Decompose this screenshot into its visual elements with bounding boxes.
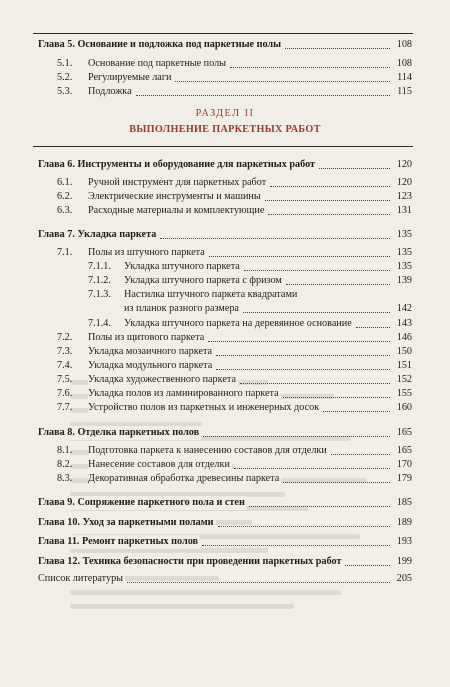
toc-page-number: 143	[396, 318, 412, 329]
bleed-through-text	[70, 380, 400, 640]
toc-entry-title: Укладка штучного паркета на деревянное основание	[124, 318, 352, 329]
toc-entry-title: Основание под паркетные полы	[88, 58, 227, 69]
toc-entry-title: Укладка штучного паркета	[124, 261, 240, 272]
toc-page-number: 160	[396, 402, 412, 413]
toc-entry-number: 7.1.	[57, 247, 73, 258]
toc-entry	[0, 71, 450, 85]
toc-entry-title: Глава 11. Ремонт паркетных полов	[38, 536, 199, 547]
toc-entry-number: 7.5.	[57, 374, 73, 385]
toc-entry	[0, 458, 450, 472]
toc-page-number: 193	[396, 536, 412, 547]
toc-page-number: 135	[396, 229, 412, 240]
toc-entry-title: Глава 7. Укладка паркета	[38, 229, 157, 240]
toc-entry	[0, 274, 450, 288]
toc-page-number: 131	[396, 205, 412, 216]
toc-entry-number: 7.4.	[57, 360, 73, 371]
toc-leader-dots	[285, 38, 390, 49]
toc-page-number: 146	[396, 332, 412, 343]
toc-page-number: 205	[396, 573, 412, 584]
toc-page-number: 152	[396, 374, 412, 385]
toc-entry-number: 5.3.	[57, 86, 73, 97]
toc-entry-number: 7.6.	[57, 388, 73, 399]
toc-leader-dots	[283, 387, 390, 398]
toc-page-number: 189	[396, 517, 412, 528]
toc-page-number: 150	[396, 346, 412, 357]
toc-entry-number: 5.2.	[57, 72, 73, 83]
toc-leader-dots	[209, 246, 390, 257]
toc-entry-title: Укладка мозаичного паркета	[88, 346, 213, 357]
toc-leader-dots	[203, 426, 390, 437]
toc-page-number: 155	[396, 388, 412, 399]
toc-entry-title: Глава 12. Техника безопасности при проведении паркетных работ	[38, 556, 342, 567]
toc-entry-title: Регулируемые лаги	[88, 72, 172, 83]
toc-entry	[0, 260, 450, 274]
toc-entry-number: 6.3.	[57, 205, 73, 216]
toc-entry	[0, 387, 450, 401]
toc-page-number: 170	[396, 459, 412, 470]
toc-entry-number: 7.2.	[57, 332, 73, 343]
toc-leader-dots	[331, 444, 390, 455]
toc-leader-dots	[202, 535, 390, 546]
toc-chapter	[0, 38, 450, 52]
toc-leader-dots	[127, 572, 390, 583]
toc-page-number: 120	[396, 177, 412, 188]
toc-page-number: 108	[396, 58, 412, 69]
toc-entry	[0, 302, 450, 316]
toc-chapter	[0, 228, 450, 242]
toc-entry	[0, 472, 450, 486]
toc-page-number: 135	[396, 261, 412, 272]
toc-entry-title: Глава 5. Основание и подложка под паркетные полы	[38, 39, 282, 50]
toc-entry-title: Полы из щитового паркета	[88, 332, 205, 343]
toc-leader-dots	[249, 496, 390, 507]
toc-entry-title: Подложка	[88, 86, 132, 97]
toc-entry-title: Настилка штучного паркета квадратами	[124, 289, 298, 300]
toc-entry	[0, 345, 450, 359]
toc-entry-number: 7.3.	[57, 346, 73, 357]
toc-leader-dots	[286, 274, 390, 285]
toc-leader-dots	[345, 555, 390, 566]
toc-page-number: 123	[396, 191, 412, 202]
toc-page-number: 185	[396, 497, 412, 508]
toc-leader-dots	[319, 158, 390, 169]
toc-page-number: 114	[397, 72, 412, 83]
toc-entry-title: Укладка модульного паркета	[88, 360, 213, 371]
toc-entry-number: 5.1.	[57, 58, 73, 69]
toc-entry-title: Расходные материалы и комплектующие	[88, 205, 265, 216]
toc-entry-number: 7.7.	[57, 402, 73, 413]
toc-entry	[0, 331, 450, 345]
toc-page-number: 199	[396, 556, 412, 567]
toc-page-number: 135	[396, 247, 412, 258]
toc-entry-number: 7.1.1.	[88, 261, 111, 272]
toc-entry-title: из планок разного размера	[124, 303, 239, 314]
toc-leader-dots	[244, 260, 390, 271]
toc-chapter	[0, 426, 450, 440]
toc-entry	[0, 246, 450, 260]
toc-entry	[0, 373, 450, 387]
toc-leader-dots	[216, 359, 390, 370]
toc-entry-title: Глава 8. Отделка паркетных полов	[38, 427, 200, 438]
toc-entry-title: Устройство полов из паркетных и инженерных досок	[88, 402, 320, 413]
divider-section	[33, 146, 413, 147]
toc-entry-title: Укладка штучного паркета с фризом	[124, 275, 282, 286]
toc-leader-dots	[230, 57, 390, 68]
toc-chapter	[0, 496, 450, 510]
toc-entry	[0, 317, 450, 331]
toc-entry	[0, 444, 450, 458]
toc-leader-dots	[136, 85, 390, 96]
toc-entry-number: 6.2.	[57, 191, 73, 202]
toc-entry-title: Ручной инструмент для паркетных работ	[88, 177, 267, 188]
toc-entry	[0, 572, 450, 586]
toc-chapter	[0, 158, 450, 172]
toc-leader-dots	[175, 71, 390, 82]
toc-entry	[0, 288, 450, 302]
toc-page-number: 151	[396, 360, 412, 371]
toc-entry-title: Укладка художественного паркета	[88, 374, 236, 385]
section-label: РАЗДЕЛ II	[195, 108, 255, 119]
toc-entry-title: Электрические инструменты и машины	[88, 191, 261, 202]
toc-entry-title: Глава 9. Сопряжение паркетного пола и стен	[38, 497, 245, 508]
toc-page-number: 108	[396, 39, 412, 50]
toc-chapter	[0, 555, 450, 569]
toc-leader-dots	[216, 345, 390, 356]
toc-page-number: 142	[396, 303, 412, 314]
toc-page-number: 115	[397, 86, 412, 97]
toc-leader-dots	[265, 190, 390, 201]
toc-entry-title: Глава 6. Инструменты и оборудование для паркетных работ	[38, 159, 316, 170]
toc-page-number: 165	[396, 445, 412, 456]
toc-entry-number: 7.1.2.	[88, 275, 111, 286]
toc-entry-title: Нанесение составов для отделки	[88, 459, 230, 470]
toc-leader-dots	[283, 472, 390, 483]
toc-leader-dots	[268, 204, 390, 215]
toc-entry	[0, 57, 450, 71]
toc-entry-title: Подготовка паркета к нанесению составов для отделки	[88, 445, 327, 456]
toc-entry-title: Полы из штучного паркета	[88, 247, 205, 258]
toc-page-number: 179	[396, 473, 412, 484]
toc-entry-title: Декоративная обработка древесины паркета	[88, 473, 280, 484]
toc-page-number: 165	[396, 427, 412, 438]
toc-entry	[0, 85, 450, 99]
toc-entry	[0, 176, 450, 190]
toc-entry-title: Список литературы	[38, 573, 124, 584]
toc-entry-number: 8.2.	[57, 459, 73, 470]
toc-leader-dots	[208, 331, 390, 342]
toc-entry-number: 8.1.	[57, 445, 73, 456]
toc-entry-title: Укладка полов из ламинированного паркета	[88, 388, 279, 399]
toc-leader-dots	[218, 516, 390, 527]
toc-leader-dots	[356, 317, 390, 328]
toc-leader-dots	[270, 176, 390, 187]
toc-entry	[0, 359, 450, 373]
divider-top	[33, 33, 413, 34]
toc-entry-number: 8.3.	[57, 473, 73, 484]
section-title: ВЫПОЛНЕНИЕ ПАРКЕТНЫХ РАБОТ	[129, 124, 321, 135]
toc-chapter	[0, 535, 450, 549]
toc-page-number: 139	[396, 275, 412, 286]
toc-entry-number: 7.1.4.	[88, 318, 111, 329]
toc-leader-dots	[240, 373, 390, 384]
toc-entry	[0, 401, 450, 415]
toc-chapter	[0, 516, 450, 530]
toc-entry-number: 7.1.3.	[88, 289, 111, 300]
toc-leader-dots	[323, 401, 390, 412]
toc-entry-number: 6.1.	[57, 177, 73, 188]
toc-entry	[0, 204, 450, 218]
toc-leader-dots	[234, 458, 390, 469]
toc-entry	[0, 190, 450, 204]
toc-entry-title: Глава 10. Уход за паркетными полами	[38, 517, 214, 528]
toc-page-number: 120	[396, 159, 412, 170]
toc-leader-dots	[160, 228, 390, 239]
toc-leader-dots	[243, 302, 390, 313]
